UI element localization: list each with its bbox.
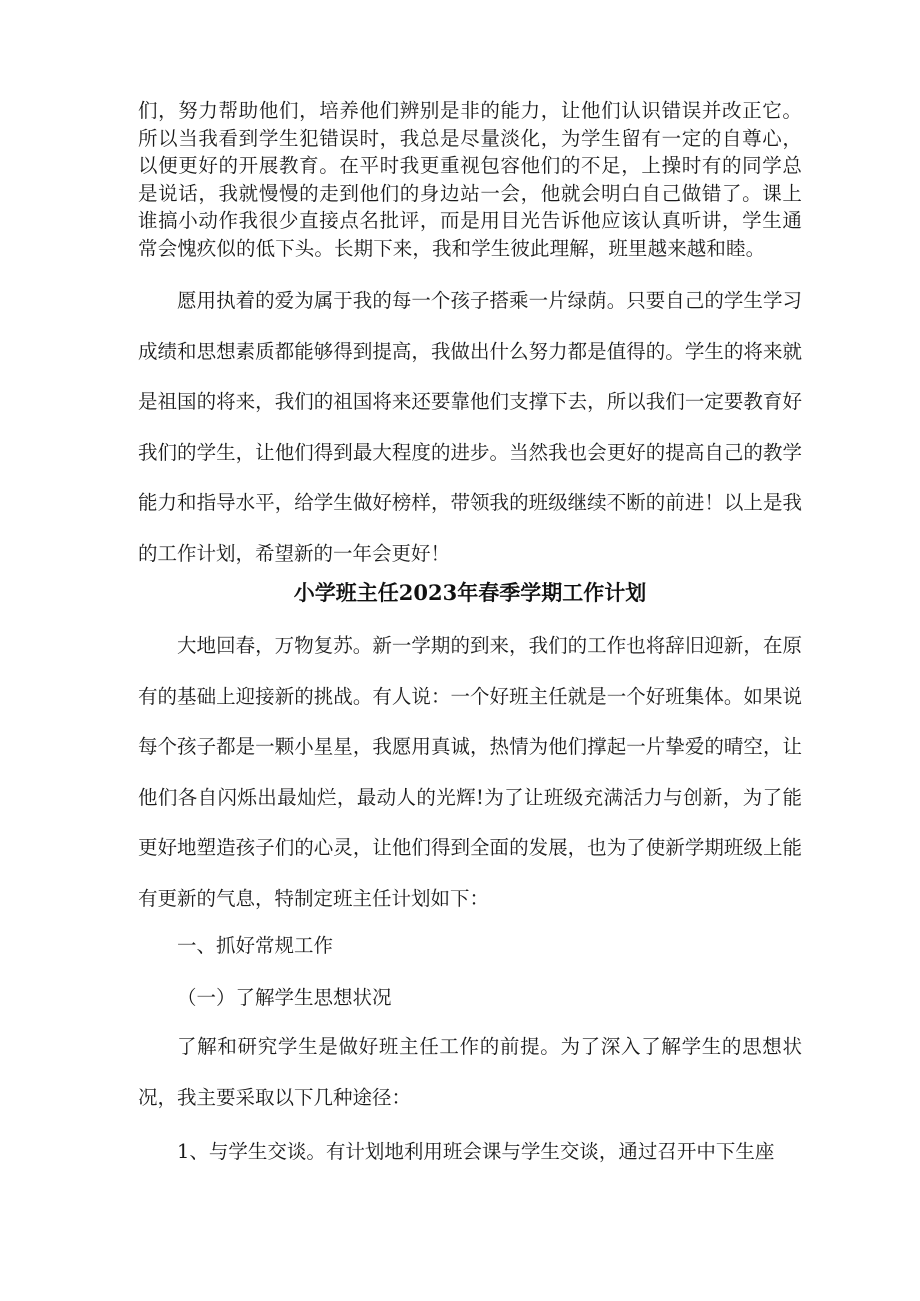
subsection-heading-1-1: （一）了解学生思想状况: [177, 986, 392, 1009]
section-heading-1: 一、抓好常规工作: [177, 934, 334, 957]
paragraph-continuation: 们，努力帮助他们，培养他们辨别是非的能力，让他们认识错误并改正它。所以当我看到学生犯错误时，我总是尽量淡化，为学生留有一定的自尊心，以便更好的开展教育。在平时我更重视包容他们的不足，上操时有的同学总是说话，我就慢慢的走到他们的身边站一会，他就会明白自己做错了。课上谁搞小动作我很少直接点名批评，而是用目光告诉他应该认真听讲，学生通常会愧疚似的低下头。长期下来，我和学生彼此理解，班里越来越和睦。: [138, 99, 802, 260]
paragraph-closing: 愿用执着的爱为属于我的每一个孩子搭乘一片绿荫。只要自己的学生学习成绩和思想素质都能够得到提高，我做出什么努力都是值得的。学生的将来就是祖国的将来，我们的祖国将来还要靠他们支撑下去，所以我们一定要教育好我们的学生，让他们得到最大程度的进步。当然我也会更好的提高自己的教学能力和指导水平，给学生做好榜样，带领我的班级继续不断的前进！以上是我的工作计划，希望新的一年会更好！: [138, 289, 802, 565]
document-title: 小学班主任2023年春季学期工作计划: [293, 580, 647, 605]
paragraph-understand: 了解和研究学生是做好班主任工作的前提。为了深入了解学生的思想状况，我主要采取以下几种途径：: [138, 1035, 802, 1109]
list-item-1: 1、与学生交谈。有计划地利用班会课与学生交谈，通过召开中下生座: [177, 1140, 775, 1163]
paragraph-intro: 大地回春，万物复苏。新一学期的到来，我们的工作也将辞旧迎新，在原有的基础上迎接新的挑战。有人说：一个好班主任就是一个好班集体。如果说每个孩子都是一颗小星星，我愿用真诚，热情为他们撑起一片挚爱的晴空，让他们各自闪烁出最灿烂，最动人的光辉!为了让班级充满活力与创新，为了能更好地塑造孩子们的心灵，让他们得到全面的发展，也为了使新学期班级上能有更新的气息，特制定班主任计划如下：: [138, 634, 802, 910]
